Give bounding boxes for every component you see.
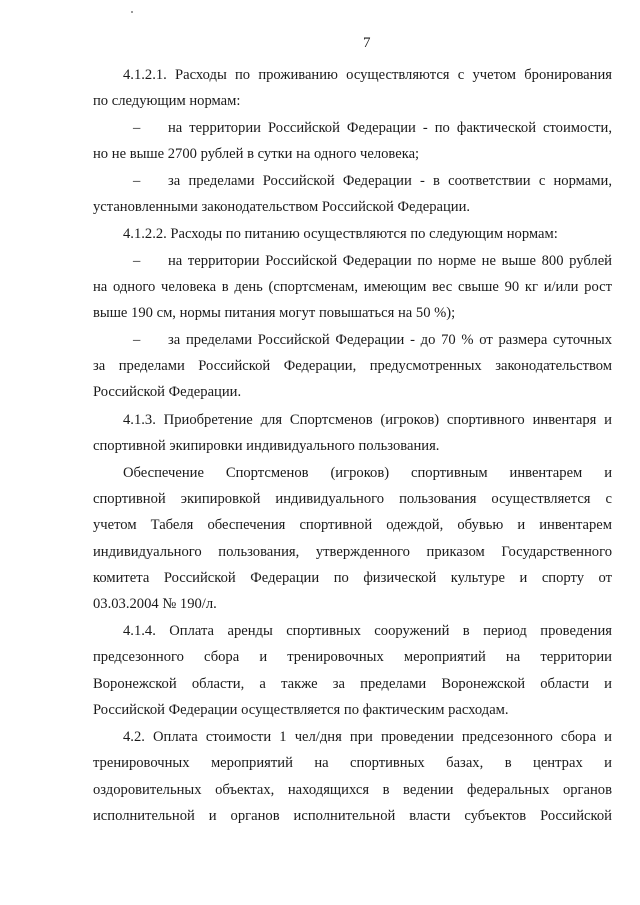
list-dash: – [133, 253, 141, 269]
text-line: установленными законодательством Российской Федерации. [93, 199, 471, 215]
text-line: но не выше 2700 рублей в сутки на одного человека; [93, 146, 420, 162]
list-dash: – [133, 173, 141, 189]
text-line: Обеспечение Спортсменов (игроков) спортивным инвентарем и [123, 465, 612, 481]
text-line: спортивной экипировкой индивидуального пользования осуществляется с [93, 491, 612, 507]
text-line: 4.1.2.1. Расходы по проживанию осуществляются с учетом бронирования [123, 67, 612, 83]
text-line: 4.1.4. Оплата аренды спортивных сооружений в период проведения [123, 623, 612, 639]
list-dash: – [133, 120, 141, 136]
scan-speck [131, 11, 133, 13]
text-line: индивидуального пользования, утвержденного приказом Государственного [93, 544, 612, 560]
text-line: выше 190 см, нормы питания могут повышаться на 50 %); [93, 305, 456, 321]
list-dash: – [133, 332, 141, 348]
text-line: учетом Табеля обеспечения спортивной одеждой, обувью и инвентарем [93, 517, 612, 533]
text-line: за пределами Российской Федерации - в соответствии с нормами, [168, 173, 612, 189]
text-line: по следующим нормам: [93, 93, 241, 109]
text-line: за пределами Российской Федерации - до 70 % от размера суточных [168, 332, 612, 348]
text-line: 4.1.3. Приобретение для Спортсменов (игроков) спортивного инвентаря и [123, 412, 612, 428]
text-line: предсезонного сбора и тренировочных мероприятий на территории [93, 649, 612, 665]
text-line: за пределами Российской Федерации, предусмотренных законодательством [93, 358, 612, 374]
text-line: на одного человека в день (спортсменам, имеющим вес свыше 90 кг и/или рост [93, 279, 612, 295]
text-line: комитета Российской Федерации по физической культуре и спорту от [93, 570, 612, 586]
text-line: Воронежской области, а также за пределами Воронежской области и [93, 676, 612, 692]
text-line: тренировочных мероприятий на спортивных базах, в центрах и [93, 755, 612, 771]
page-number: 7 [363, 35, 371, 51]
text-line: исполнительной и органов исполнительной власти субъектов Российской [93, 808, 612, 824]
text-line: на территории Российской Федерации - по фактической стоимости, [168, 120, 612, 136]
text-line: Российской Федерации. [93, 384, 242, 400]
text-line: 03.03.2004 № 190/л. [93, 596, 217, 612]
text-line: оздоровительных объектах, находящихся в ведении федеральных органов [93, 782, 612, 798]
text-line: спортивной экипировки индивидуального пользования. [93, 438, 440, 454]
text-line: Российской Федерации осуществляется по фактическим расходам. [93, 702, 509, 718]
text-line: на территории Российской Федерации по норме не выше 800 рублей [168, 253, 612, 269]
text-line: 4.1.2.2. Расходы по питанию осуществляются по следующим нормам: [123, 226, 558, 242]
text-line: 4.2. Оплата стоимости 1 чел/дня при проведении предсезонного сбора и [123, 729, 612, 745]
